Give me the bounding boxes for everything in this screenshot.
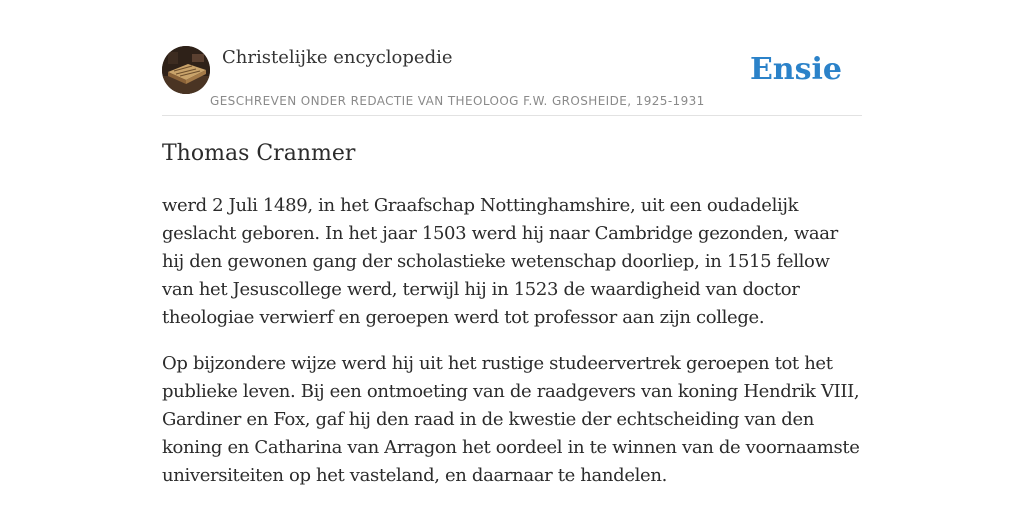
- article-title: Thomas Cranmer: [162, 141, 356, 166]
- article-body: [162, 192, 862, 508]
- source-header: [162, 44, 862, 116]
- book-photo-icon: [162, 46, 210, 94]
- source-title[interactable]: Christelijke encyclopedie: [222, 47, 453, 68]
- article-paragraph: werd 2 Juli 1489, in het Graafschap Nottinghamshire, uit een oudadelijk geslacht geboren. In het jaar 1503 werd hij naar Cambridge gezonden, waar hij den gewonen gang der scholastieke wetenschap doorliep, in 1515 fellow van het Jesuscollege werd, terwijl hij in 1523 de waardigheid van doctor theologiae verwierf en geroepen werd tot professor aan zijn college.: [162, 195, 838, 328]
- ensie-logo[interactable]: Ensie: [749, 52, 842, 87]
- book-photo-avatar[interactable]: [162, 46, 210, 94]
- article-paragraph: Op bijzondere wijze werd hij uit het rustige studeervertrek geroepen tot het publieke leven. Bij een ontmoeting van de raadgevers van koning Hendrik VIII, Gardiner en Fox, gaf hij den raad in de kwestie der echtscheiding van den koning en Catharina van Arragon het oordeel in te winnen van de voornaamste universiteiten op het vasteland, en daarnaar te handelen.: [162, 353, 860, 486]
- source-subtitle: GESCHREVEN ONDER REDACTIE VAN THEOLOOG F.W. GROSHEIDE, 1925-1931: [210, 94, 705, 108]
